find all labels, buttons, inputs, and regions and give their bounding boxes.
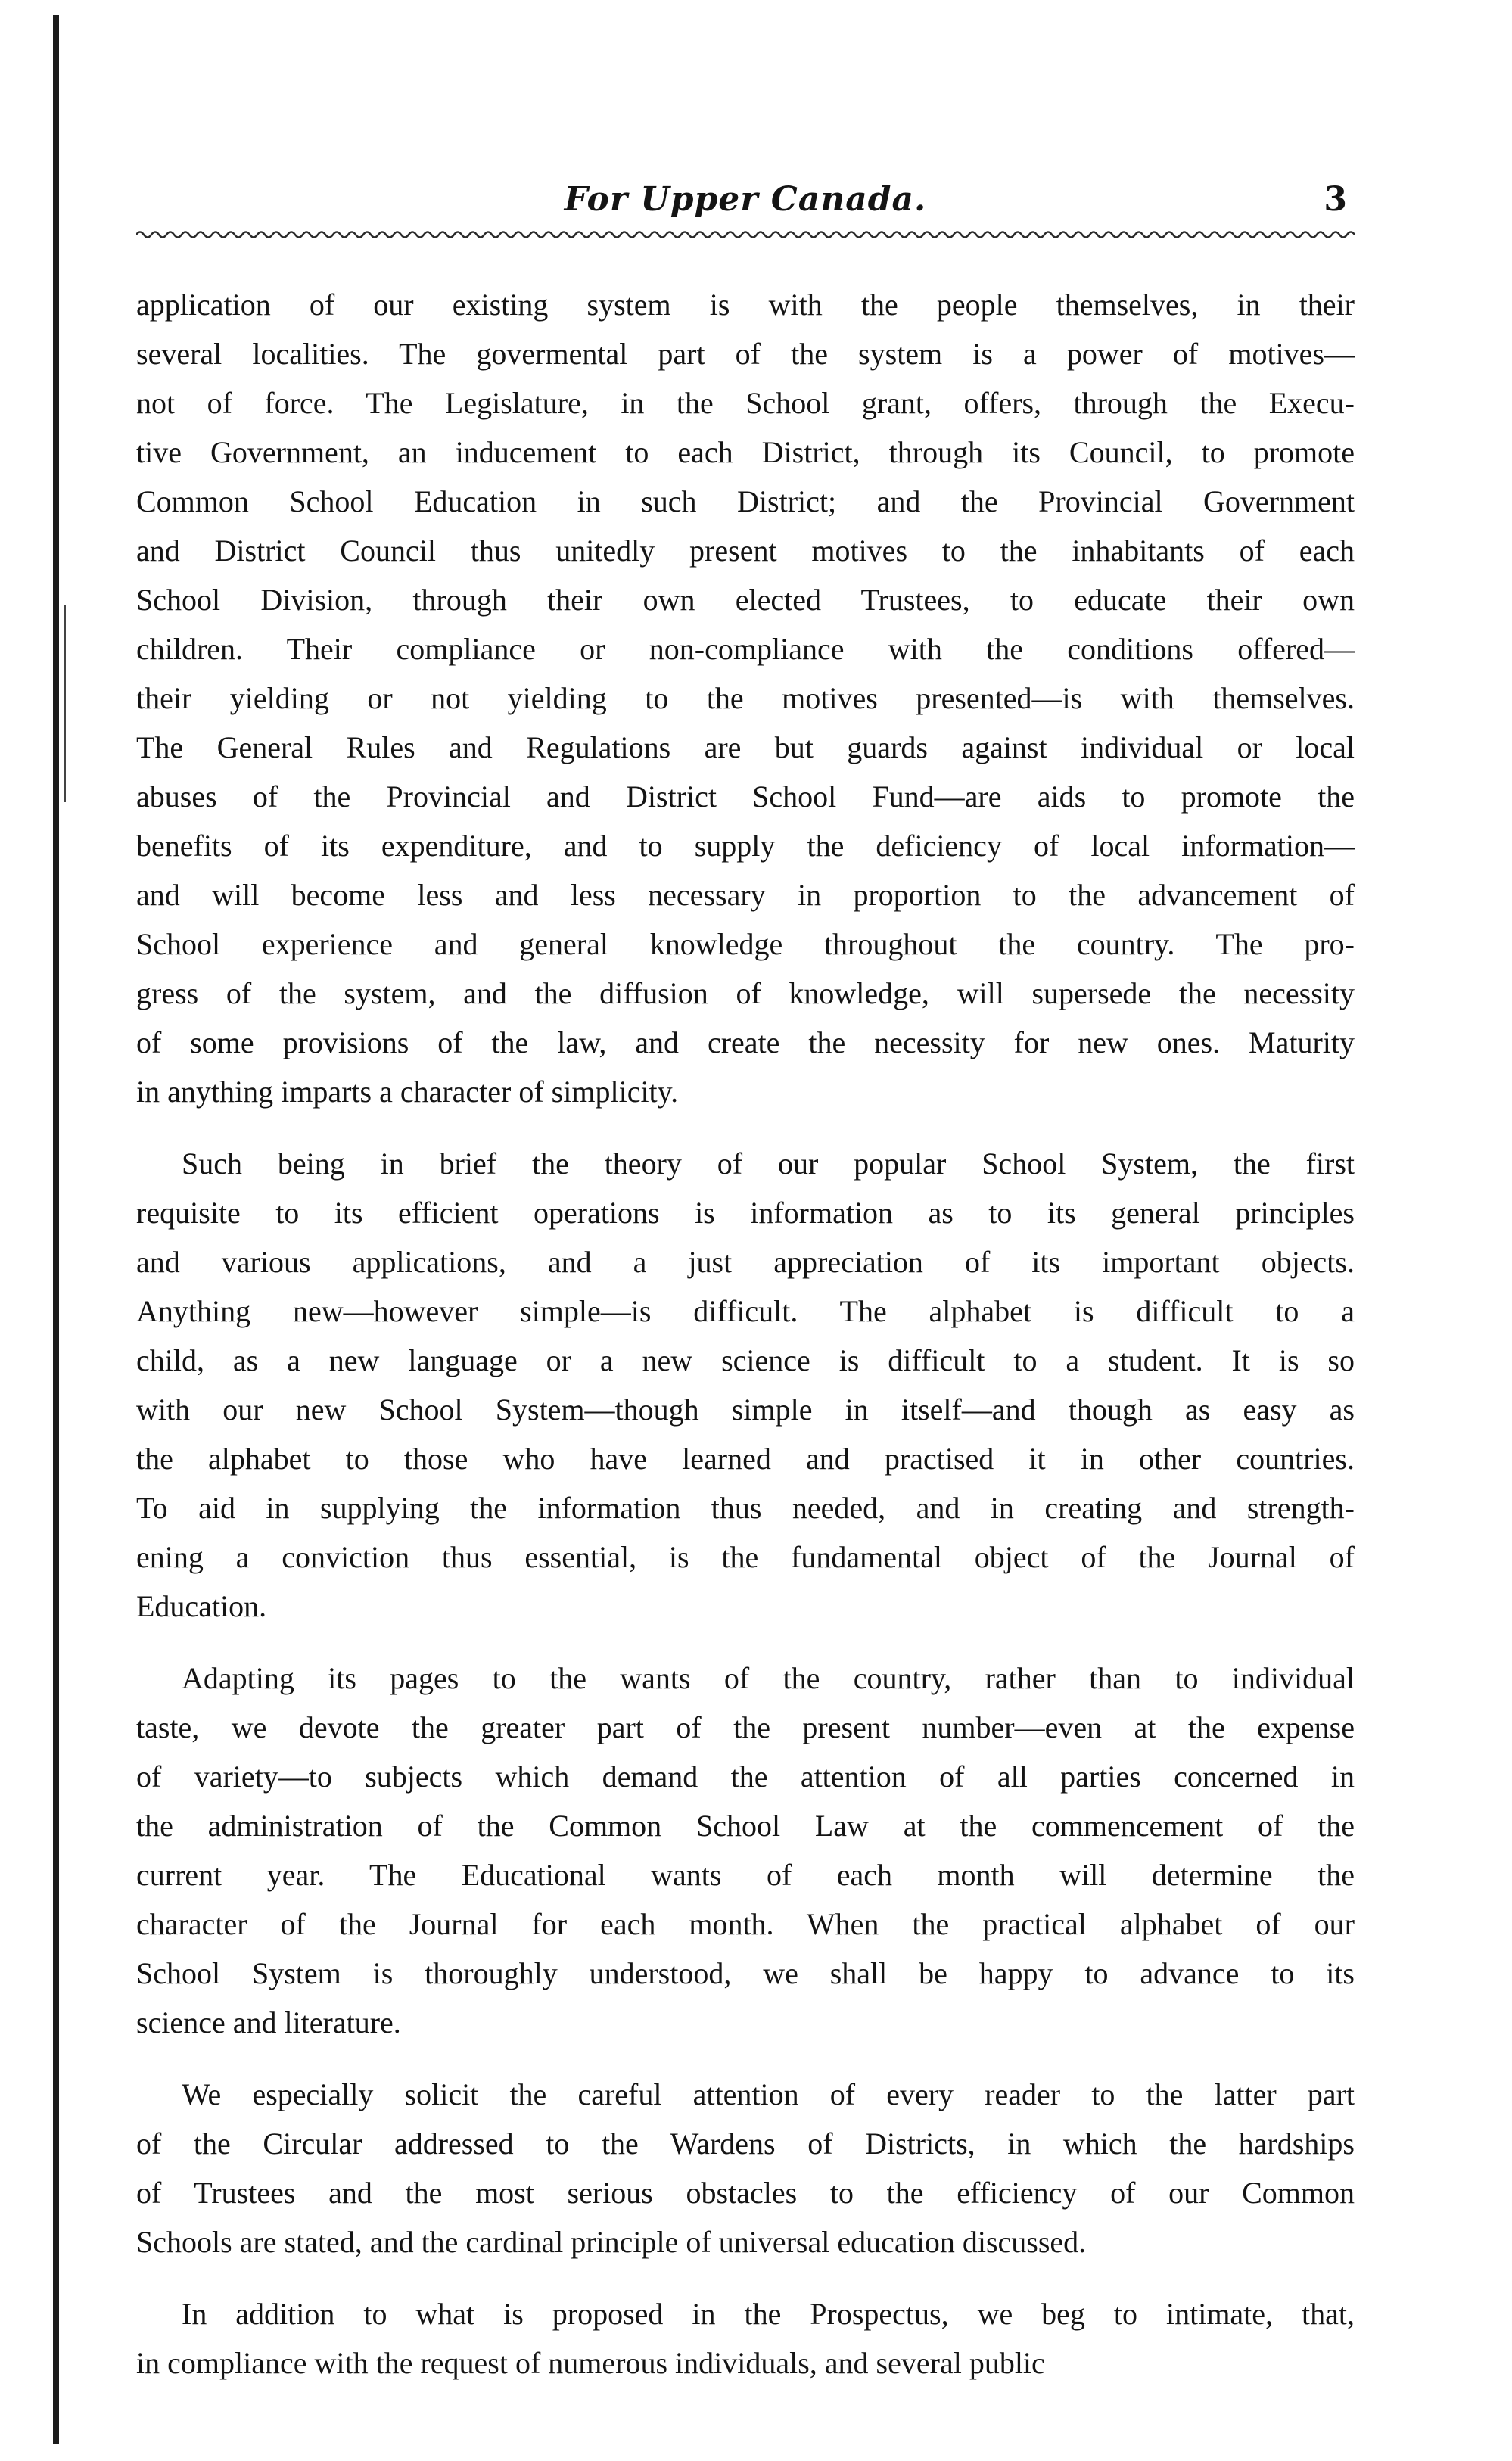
paragraph bbox=[136, 1654, 1355, 2047]
text-line: and various applications, and a just appreciation of its important objects. bbox=[136, 1245, 1355, 1279]
text-line: gress of the system, and the diffusion of knowledge, will supersede the necessity bbox=[136, 976, 1355, 1010]
text-line: The General Rules and Regulations are but guards against individual or local bbox=[136, 730, 1355, 764]
text-line: To aid in supplying the information thus needed, and in creating and strength- bbox=[136, 1491, 1355, 1525]
text-line: In addition to what is proposed in the Prospectus, we beg to intimate, that, bbox=[182, 2297, 1355, 2331]
paragraph bbox=[136, 1139, 1355, 1631]
text-line: of the Circular addressed to the Wardens of Districts, in which the hardships bbox=[136, 2127, 1355, 2161]
text-line: Adapting its pages to the wants of the country, rather than to individual bbox=[182, 1661, 1355, 1695]
body-text bbox=[136, 280, 1355, 2410]
text-line: of variety—to subjects which demand the attention of all parties concerned in bbox=[136, 1759, 1355, 1794]
text-line: Such being in brief the theory of our popular School System, the first bbox=[182, 1146, 1355, 1181]
text-line: not of force. The Legislature, in the School grant, offers, through the Execu- bbox=[136, 386, 1355, 420]
text-line: tive Government, an inducement to each District, through its Council, to promote bbox=[136, 435, 1355, 469]
text-line: the alphabet to those who have learned and practised it in other countries. bbox=[136, 1442, 1355, 1476]
text-line: ening a conviction thus essential, is the fundamental object of the Journal of bbox=[136, 1540, 1355, 1574]
text-line: School experience and general knowledge throughout the country. The pro- bbox=[136, 927, 1355, 961]
text-line: their yielding or not yielding to the motives presented—is with themselves. bbox=[136, 681, 1355, 715]
text-line: current year. The Educational wants of each month will determine the bbox=[136, 1858, 1355, 1892]
text-line: children. Their compliance or non-compliance with the conditions offered— bbox=[136, 632, 1355, 666]
text-line: the administration of the Common School Law at the commencement of the bbox=[136, 1809, 1355, 1843]
text-line: application of our existing system is with the people themselves, in their bbox=[136, 288, 1355, 322]
wavy-rule-divider bbox=[136, 229, 1355, 240]
text-line: Common School Education in such District; and the Provincial Government bbox=[136, 484, 1355, 518]
paragraph bbox=[136, 280, 1355, 1116]
running-head bbox=[136, 180, 1355, 226]
text-line: benefits of its expenditure, and to supply the deficiency of local information— bbox=[136, 829, 1355, 863]
paragraph bbox=[136, 2289, 1355, 2388]
text-line: abuses of the Provincial and District School Fund—are aids to promote the bbox=[136, 779, 1355, 814]
text-line: child, as a new language or a new science is difficult to a student. It is so bbox=[136, 1343, 1355, 1377]
text-line: science and literature. bbox=[136, 2005, 401, 2039]
text-line: of Trustees and the most serious obstacles to the efficiency of our Common bbox=[136, 2176, 1355, 2210]
text-line: in compliance with the request of numerous individuals, and several public bbox=[136, 2346, 1045, 2380]
text-line: Education. bbox=[136, 1589, 267, 1623]
text-line: Schools are stated, and the cardinal principle of universal education discussed. bbox=[136, 2225, 1087, 2259]
text-line: We especially solicit the careful attention of every reader to the latter part bbox=[182, 2077, 1355, 2111]
page-number: 3 bbox=[1324, 180, 1347, 219]
text-line: Anything new—however simple—is difficult. The alphabet is difficult to a bbox=[136, 1294, 1355, 1328]
text-line: School System is thoroughly understood, we shall be happy to advance to its bbox=[136, 1956, 1355, 1990]
text-line: with our new School System—though simple in itself—and though as easy as bbox=[136, 1392, 1355, 1427]
text-line: taste, we devote the greater part of the present number—even at the expense bbox=[136, 1710, 1355, 1744]
binding-margin-line bbox=[53, 15, 59, 2444]
text-line: and District Council thus unitedly present motives to the inhabitants of each bbox=[136, 534, 1355, 568]
text-line: character of the Journal for each month. When the practical alphabet of our bbox=[136, 1907, 1355, 1941]
text-line: in anything imparts a character of simplicity. bbox=[136, 1075, 679, 1109]
text-line: School Division, through their own elected Trustees, to educate their own bbox=[136, 583, 1355, 617]
running-title: For Upper Canada. bbox=[564, 180, 927, 219]
text-line: and will become less and less necessary in proportion to the advancement of bbox=[136, 878, 1355, 912]
text-line: requisite to its efficient operations is information as to its general principles bbox=[136, 1196, 1355, 1230]
text-line: of some provisions of the law, and create the necessity for new ones. Maturity bbox=[136, 1025, 1355, 1059]
paragraph bbox=[136, 2070, 1355, 2267]
text-line: several localities. The govermental part of the system is a power of motives— bbox=[136, 337, 1355, 371]
binding-margin-mark bbox=[64, 605, 66, 802]
